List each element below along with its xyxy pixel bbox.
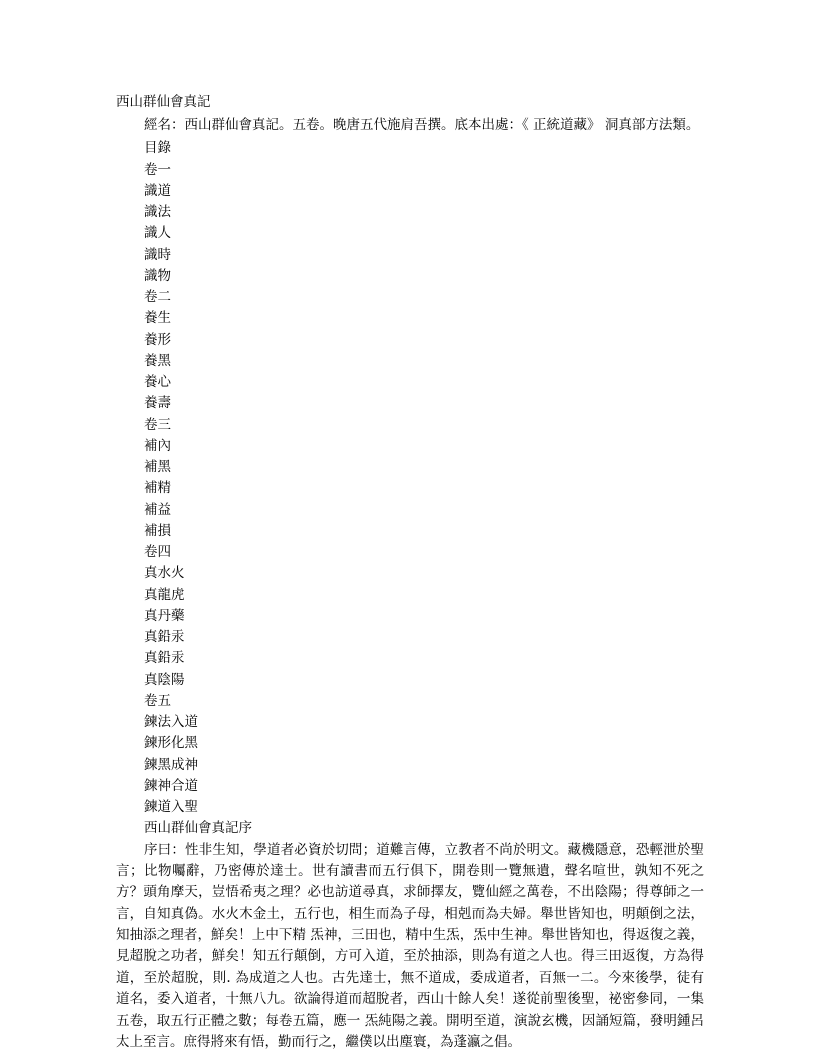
list-item: 真龍虎 [144,586,185,603]
list-item: 鍊神合道 [144,777,198,794]
table-of-contents [116,138,704,818]
list-item: 鍊黑成神 [144,756,198,773]
document-title: 西山群仙會真記 [116,94,211,110]
list-item: 補內 [144,437,171,454]
preface-title: 西山群仙會真記序 [144,820,252,837]
list-item: 卷一 [144,161,171,178]
list-item: 卷四 [144,544,171,560]
preface-body: 序曰：性非生知，學道者必資於切問；道難言傳，立教者不尚於明文。藏機隱意，恐輕泄於聖言；比物囑辭，乃密傳於達士。世有讀書而五行俱下，開卷則一覽無遺，聲名喧世，孰知不死之方？頭角摩天，豈悟希夷之理？必也訪道尋真，求師擇友，覽仙經之萬卷，不出陰陽；得尊師之一言，自知真偽。水火木金土，五行也，相生而為子母，相剋而為夫婦。舉世皆知也，明顛倒之法，知抽添之理者，鮮矣！上中下精 炁神，三田也，精中生炁，炁中生神。舉世皆知也，得返復之義，見超脫之功者，鮮矣！知五行顛倒，方可入道，至於抽添，則為有道之人也。得三田返復，方為得道，至於超脫，則. 為成道之人也。古先達士，無不道成，委成道者，百無一二。今來後學，徒有道名，委入道者，十無八九。欲論得道而超脫者，西山十餘人矣！遂從前聖後聖，祕密參同，一集五卷，取五行正體之數；每卷五篇，應一 炁純陽之義。開明至道，演說玄機，因誦短篇，發明鍾呂太上至言。庶得將來有悟，勤而行之，繼僕以出塵寰，為蓬瀛之倡。 [116,841,704,1051]
list-item: 養形 [144,331,171,348]
list-item: 卷二 [144,289,171,305]
list-item: 補黑 [144,459,171,475]
list-item: 卷五 [144,692,171,709]
list-item: 養心 [144,374,171,390]
list-item: 鍊形化黑 [144,735,198,752]
list-item: 識法 [144,204,171,220]
toc-heading: 目錄 [144,140,171,157]
toc-list [116,160,704,819]
list-item: 鍊道入聖 [144,799,198,815]
list-item: 識物 [144,267,171,284]
list-item: 補精 [144,480,171,497]
list-item: 補益 [144,501,171,518]
list-item: 真水火 [144,565,185,582]
list-item: 真陰陽 [144,671,185,688]
list-item: 卷三 [144,416,171,433]
list-item: 識道 [144,182,171,199]
list-item: 識人 [144,225,171,242]
list-item: 真丹藥 [144,607,185,624]
list-item: 養壽 [144,395,171,412]
list-item: 真鉛汞 [144,629,185,645]
document-intro: 經名：西山群仙會真記。五卷。晚唐五代施肩吾撰。底本出處：《 正統道藏》 洞真部方法類。 [144,116,700,133]
list-item: 真鉛汞 [144,650,185,667]
list-item: 補損 [144,522,171,539]
list-item: 鍊法入道 [144,714,198,730]
list-item: 識時 [144,246,171,263]
list-item: 養生 [144,310,171,327]
list-item: 養黑 [144,352,171,369]
